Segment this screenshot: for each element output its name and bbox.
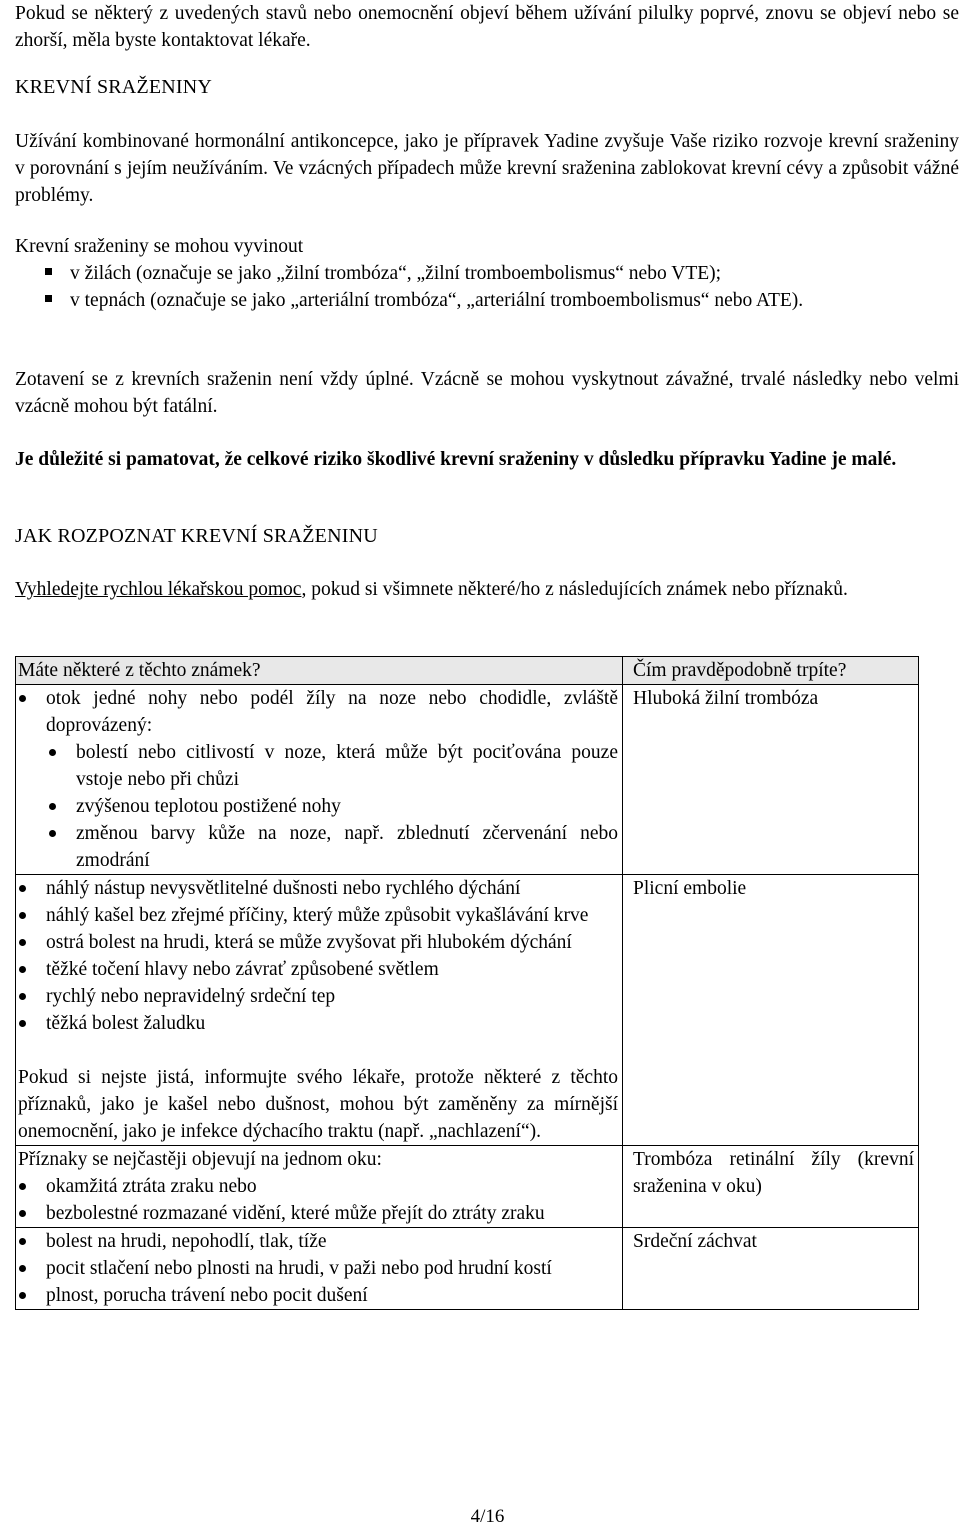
list-item: [18, 685, 618, 739]
diagnosis-cell: Hluboká žilní trombóza: [623, 685, 919, 875]
list-item: náhlý kašel bez zřejmé příčiny, který může způsobit vykašlávání krve: [18, 902, 618, 929]
page-number: 4/16: [470, 1506, 505, 1527]
table-row: [16, 685, 919, 875]
list-item: plnost, porucha trávení nebo pocit dušení: [18, 1282, 618, 1309]
list-item: v žilách (označuje se jako „žilní trombóza“, „žilní tromboembolismus“ nebo VTE);: [15, 260, 959, 287]
list-item: bezbolestné rozmazané vidění, které může přejít do ztráty zraku: [18, 1200, 618, 1227]
spacer: [18, 1037, 618, 1064]
intro-paragraph: Pokud se některý z uvedených stavů nebo onemocnění objeví během užívání pilulky poprvé, znovu se objeví nebo se zhorší, měla byste kontaktovat lékaře.: [15, 3, 959, 51]
list-item: bolest na hrudi, nepohodlí, tlak, tíže: [18, 1228, 618, 1255]
table-row: [16, 875, 919, 1146]
seek-help-rest: , pokud si všimnete některé/ho z následujících známek nebo příznaků.: [301, 579, 848, 600]
list-item: rychlý nebo nepravidelný srdeční tep: [18, 983, 618, 1010]
list-item: zvýšenou teplotou postižené nohy: [48, 793, 618, 820]
clot-location-list: [15, 260, 959, 314]
diagnosis-cell: Plicní embolie: [623, 875, 919, 1146]
symptom-list: [18, 875, 618, 1037]
list-item: bolestí nebo citlivostí v noze, která může být pociťována pouze vstoje nebo při chůzi: [48, 739, 618, 793]
symptom-list: [18, 1228, 618, 1309]
uncertainty-note: Pokud si nejste jistá, informujte svého lékaře, protože některé z těchto příznaků, jako je kašel nebo dušnost, mohou být zaměněny za mírnější onemocnění, jako je infekce dýchacího traktu (např. „nachlazení“).: [18, 1067, 618, 1142]
seek-help-emphasis: Vyhledejte rychlou lékařskou pomoc: [15, 579, 302, 600]
table-header-symptoms: Máte některé z těchto známek?: [16, 657, 623, 685]
seek-help-paragraph: [15, 576, 959, 603]
table-header-row: [16, 657, 919, 685]
table-row: [16, 1228, 919, 1310]
list-item: náhlý nástup nevysvětlitelné dušnosti nebo rychlého dýchání: [18, 875, 618, 902]
list-item: těžké točení hlavy nebo závrať způsobené světlem: [18, 956, 618, 983]
list-item: ostrá bolest na hrudi, která se může zvyšovat při hlubokém dýchání: [18, 929, 618, 956]
recovery-paragraph: Zotavení se z krevních sraženin není vždy úplné. Vzácně se mohou vyskytnout závažné, trvalé následky nebo velmi vzácně mohou být fatální.: [15, 369, 959, 417]
symptom-list: [18, 1173, 618, 1227]
symptoms-table: [15, 656, 919, 1310]
list-item: okamžitá ztráta zraku nebo: [18, 1173, 618, 1200]
important-note-paragraph: Je důležité si pamatovat, že celkové riziko škodlivé krevní sraženiny v důsledku přípravku Yadine je malé.: [15, 449, 897, 470]
section-heading-recognize-clot: JAK ROZPOZNAT KREVNÍ SRAŽENINU: [15, 525, 378, 547]
blood-clot-risk-paragraph: Užívání kombinované hormonální antikoncepce, jako je přípravek Yadine zvyšuje Vaše riziko rozvoje krevní sraženiny v porovnání s jejím neužíváním. Ve vzácných případech může krevní sraženina zablokovat krevní cévy a způsobit vážné problémy.: [15, 131, 959, 206]
clot-development-block: [15, 233, 959, 314]
list-item: změnou barvy kůže na noze, např. zblednutí zčervenání nebo zmodrání: [48, 820, 618, 874]
symptom-text: otok jedné nohy nebo podél žíly na noze nebo chodidle, zvláště doprovázený:: [46, 688, 618, 736]
diagnosis-cell: Trombóza retinální žíly (krevní sraženina v oku): [623, 1146, 919, 1228]
list-item: v tepnách (označuje se jako „arteriální trombóza“, „arteriální tromboembolismus“ nebo ATE).: [15, 287, 959, 314]
symptoms-cell: [16, 1146, 623, 1228]
sub-symptom-list: [18, 739, 618, 874]
table-header-diagnosis: Čím pravděpodobně trpíte?: [623, 657, 919, 685]
symptoms-cell: [16, 1228, 623, 1310]
symptom-list: [18, 685, 618, 739]
symptoms-cell: [16, 875, 623, 1146]
list-item: pocit stlačení nebo plnosti na hrudi, v paži nebo pod hrudní kostí: [18, 1255, 618, 1282]
section-heading-blood-clots: KREVNÍ SRAŽENINY: [15, 76, 213, 98]
table-row: [16, 1146, 919, 1228]
list-item: těžká bolest žaludku: [18, 1010, 618, 1037]
clot-development-lead: Krevní sraženiny se mohou vyvinout: [15, 236, 304, 257]
symptoms-cell: [16, 685, 623, 875]
diagnosis-cell: Srdeční záchvat: [623, 1228, 919, 1310]
eye-symptom-lead: Příznaky se nejčastěji objevují na jednom oku:: [18, 1149, 382, 1170]
